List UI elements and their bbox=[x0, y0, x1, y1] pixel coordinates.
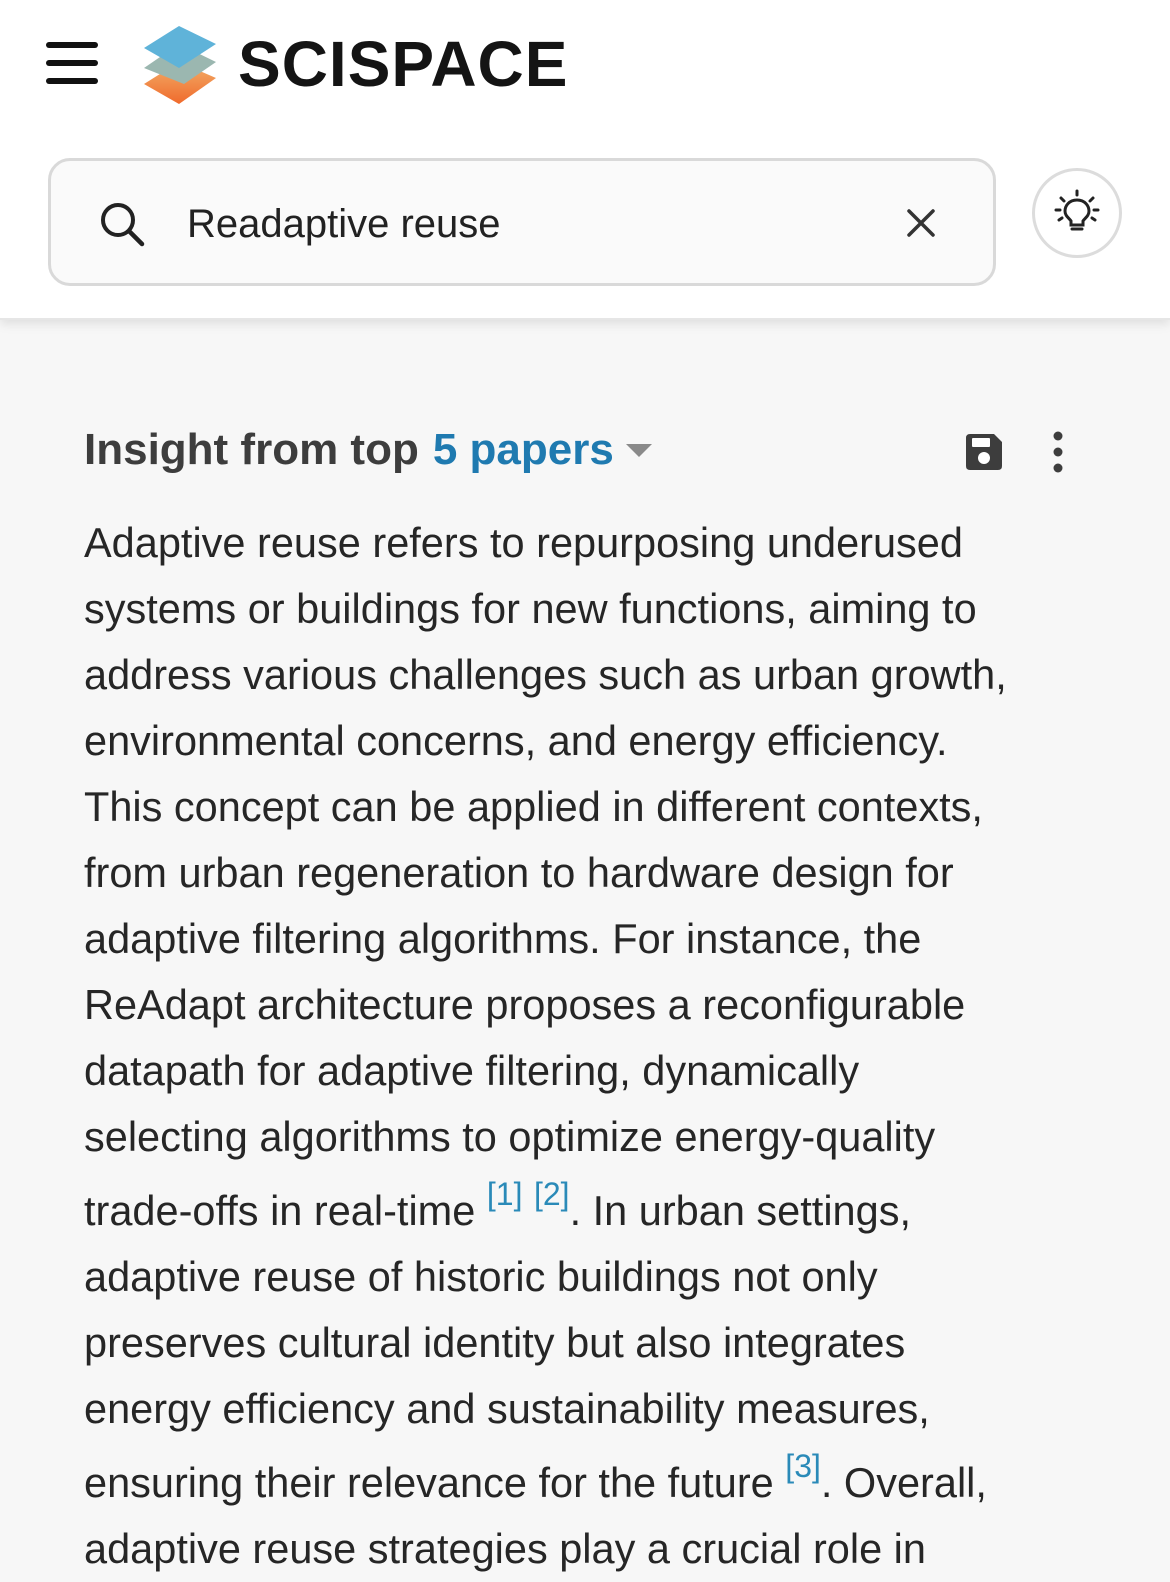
answer-line: address various challenges such as urban growth, bbox=[84, 651, 1007, 698]
answer-line: from urban regeneration to hardware design for bbox=[84, 849, 954, 896]
answer-line: selecting algorithms to optimize energy-quality bbox=[84, 1113, 936, 1160]
papers-dropdown[interactable] bbox=[433, 422, 652, 478]
save-icon[interactable] bbox=[962, 430, 1006, 474]
search-icon bbox=[97, 199, 147, 249]
answer-line: adaptive reuse strategies play a crucial role in bbox=[84, 1525, 926, 1572]
answer-line: adaptive filtering algorithms. For instance, the bbox=[84, 915, 922, 962]
top-header bbox=[0, 0, 1170, 320]
insight-panel bbox=[0, 350, 1170, 1572]
chevron-down-icon bbox=[626, 444, 652, 457]
citation-link[interactable]: [1] bbox=[486, 1176, 523, 1212]
search-input[interactable]: Readaptive reuse bbox=[187, 202, 501, 246]
answer-line bbox=[84, 1178, 1094, 1244]
answer-text: . In urban settings, bbox=[569, 1187, 911, 1234]
search-bar[interactable] bbox=[48, 158, 996, 286]
answer-text: trade-offs in real-time bbox=[84, 1187, 476, 1234]
insight-title bbox=[84, 422, 652, 478]
answer-line: Adaptive reuse refers to repurposing underused bbox=[84, 519, 963, 566]
close-icon[interactable] bbox=[903, 205, 939, 241]
answer-line: systems or buildings for new functions, aiming to bbox=[84, 585, 977, 632]
answer-line: preserves cultural identity but also integrates bbox=[84, 1319, 906, 1366]
answer-line bbox=[84, 1450, 1094, 1516]
hamburger-menu-icon[interactable] bbox=[46, 40, 98, 86]
insight-title-text: Insight from top bbox=[84, 425, 419, 474]
papers-link-label: 5 papers bbox=[432, 425, 614, 474]
insight-button[interactable] bbox=[1032, 168, 1122, 258]
answer-line: adaptive reuse of historic buildings not only bbox=[84, 1253, 878, 1300]
more-vertical-icon[interactable] bbox=[1048, 430, 1068, 474]
answer-line: energy efficiency and sustainability measures, bbox=[84, 1385, 930, 1432]
answer-line: This concept can be applied in different contexts, bbox=[84, 783, 983, 830]
answer-text: . Overall, bbox=[820, 1459, 987, 1506]
citation-link[interactable]: [3] bbox=[785, 1448, 821, 1484]
answer-line: ReAdapt architecture proposes a reconfigurable bbox=[84, 981, 966, 1028]
lightbulb-icon bbox=[1052, 188, 1102, 238]
answer-text: ensuring their relevance for the future bbox=[84, 1459, 774, 1506]
brand-name[interactable]: SCISPACE bbox=[238, 28, 569, 100]
citation-link[interactable]: [2] bbox=[533, 1176, 570, 1212]
answer-line: environmental concerns, and energy efficiency. bbox=[84, 717, 948, 764]
scispace-logo-icon[interactable] bbox=[140, 24, 218, 106]
insight-answer-text bbox=[84, 510, 1094, 1582]
answer-line: datapath for adaptive filtering, dynamically bbox=[84, 1047, 860, 1094]
